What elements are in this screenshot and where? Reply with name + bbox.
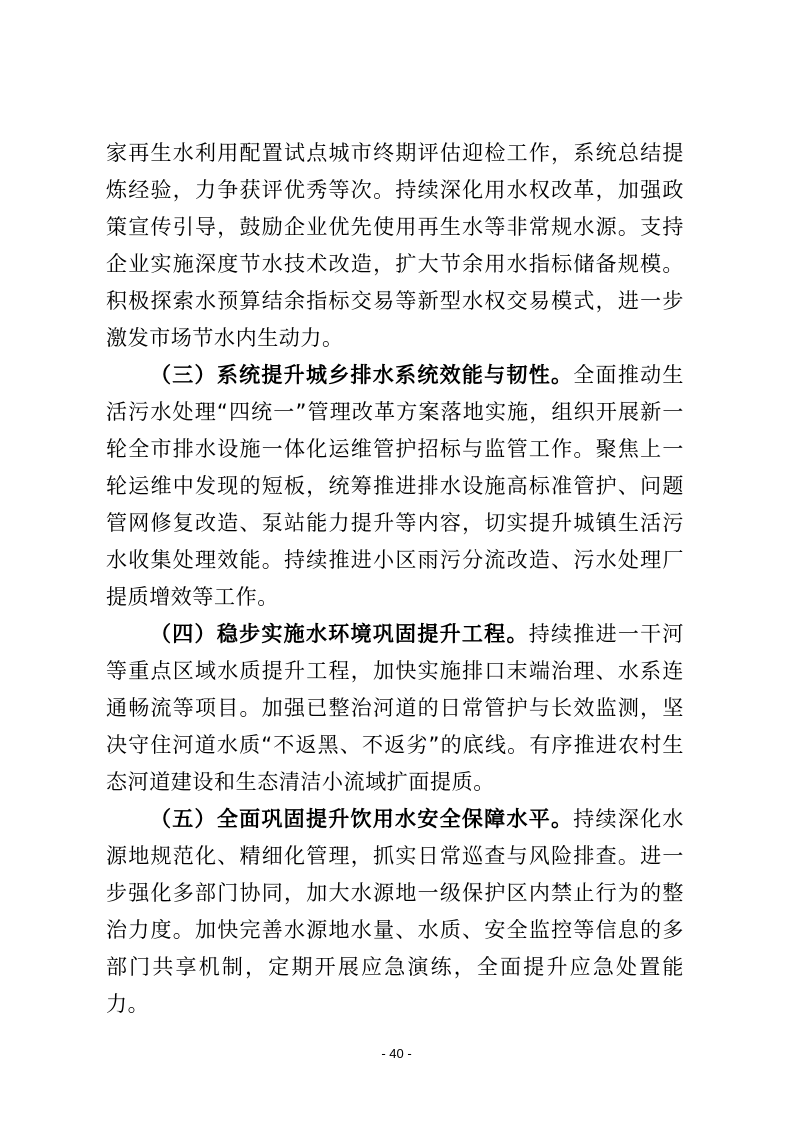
document-body	[106, 135, 684, 1023]
paragraph-text: 全面推动生活污水处理“四统一”管理改革方案落地实施，组织开展新一轮全市排水设施一体化运维管护招标与监管工作。聚焦上一轮运维中发现的短板，统筹推进排水设施高标准管护、问题管网修复改造、泵站能力提升等内容，切实提升城镇生活污水收集处理效能。持续推进小区雨污分流改造、污水处理厂提质增效等工作。	[106, 363, 684, 609]
paragraph-section-5	[106, 801, 684, 1023]
paragraph-continued	[106, 135, 684, 357]
paragraph-text: 持续深化水源地规范化、精细化管理，抓实日常巡查与风险排查。进一步强化多部门协同，加大水源地一级保护区内禁止行为的整治力度。加快完善水源地水量、水质、安全监控等信息的多部门共享机制，定期开展应急演练，全面提升应急处置能力。	[106, 807, 684, 1016]
paragraph-text: 持续推进一干河等重点区域水质提升工程，加快实施排口末端治理、水系连通畅流等项目。加强已整治河道的日常管护与长效监测，坚决守住河道水质“不返黑、不返劣”的底线。有序推进农村生态河道建设和生态清洁小流域扩面提质。	[106, 622, 685, 794]
page-number: - 40 -	[381, 1046, 412, 1061]
section-heading-3: （三）系统提升城乡排水系统效能与韧性。	[150, 363, 574, 387]
section-heading-5: （五）全面巩固提升饮用水安全保障水平。	[150, 807, 574, 831]
paragraph-section-3	[106, 357, 684, 616]
paragraph-text: 家再生水利用配置试点城市终期评估迎检工作，系统总结提炼经验，力争获评优秀等次。持续深化用水权改革，加强政策宣传引导，鼓励企业优先使用再生水等非常规水源。支持企业实施深度节水技术改造，扩大节余用水指标储备规模。积极探索水预算结余指标交易等新型水权交易模式，进一步激发市场节水内生动力。	[106, 141, 684, 350]
section-heading-4: （四）稳步实施水环境巩固提升工程。	[150, 622, 529, 646]
paragraph-section-4	[106, 616, 684, 801]
